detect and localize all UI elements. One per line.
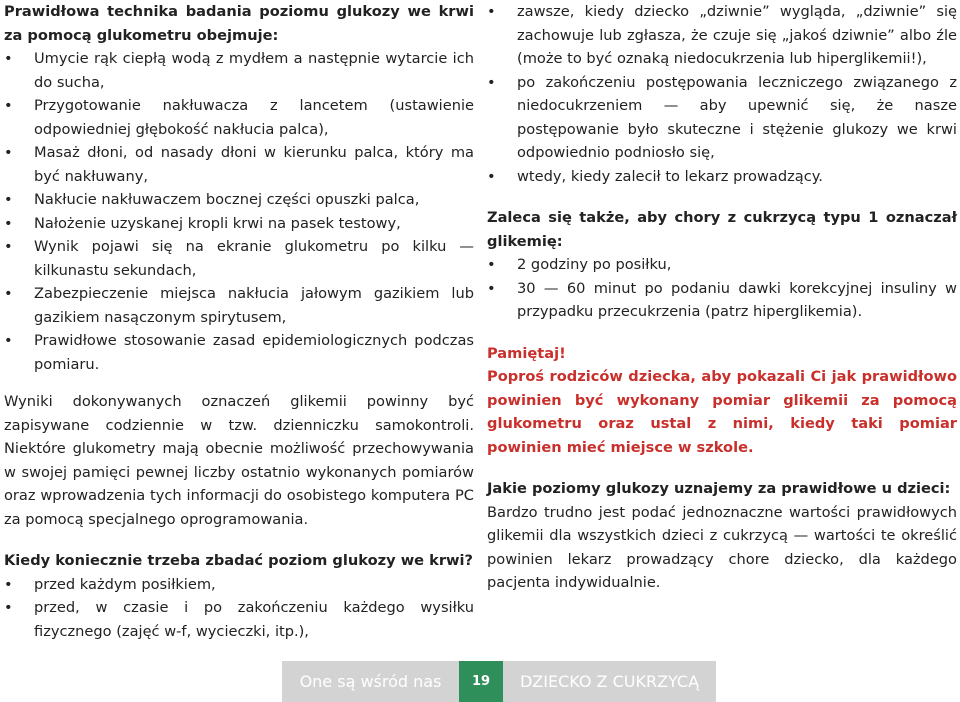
list-item: • Masaż dłoni, od nasady dłoni w kierunku palca, który ma być nakłuwany,	[4, 141, 474, 188]
list-item: • Przygotowanie nakłuwacza z lancetem (ustawienie odpowiedniej głębokość nakłucia palca),	[4, 94, 474, 141]
footer-chapter-label	[503, 661, 716, 702]
list-item: • po zakończeniu postępowania leczniczego związanego z niedocukrzeniem — aby upewnić się, że nasze postępowanie było skuteczne i stężenie glukozy we krwi odpowiednio podniosło się,	[487, 71, 957, 165]
list-item: • Zabezpieczenie miejsca nakłucia jałowym gazikiem lub gazikiem nasączonym spirytusem,	[4, 282, 474, 329]
levels-paragraph: Bardzo trudno jest podać jednoznaczne wartości prawidłowych glikemii dla wszystkich dzieci z cukrzycą — wartości te określić powinien lekarz prowadzący chore dziecko, dla każdego pacjenta indywidualnie.	[487, 503, 957, 591]
when-heading: Kiedy koniecznie trzeba zbadać poziom glukozy we krwi?	[4, 552, 474, 569]
right-column	[487, 0, 957, 595]
list-item: • przed każdym posiłkiem,	[4, 573, 474, 597]
list-item: • wtedy, kiedy zalecił to lekarz prowadzący.	[487, 165, 957, 189]
remember-title: Pamiętaj!	[487, 344, 566, 362]
recommend-list	[487, 253, 957, 324]
list-item: • 2 godziny po posiłku,	[487, 253, 957, 277]
list-item: • 30 — 60 minut po podaniu dawki korekcyjnej insuliny w przypadku przecukrzenia (patrz hiperglikemia).	[487, 277, 957, 324]
results-paragraph: Wyniki dokonywanych oznaczeń glikemii powinny być zapisywane codziennie w tzw. dzienniczku samokontroli. Niektóre glukometry mają obecnie możliwość przechowywania w swojej pamięci pewnej liczby ostatnio wykonanych pomiarów oraz wprowadzenia tych informacji do osobistego komputera PC za pomocą specjalnego oprogramowania.	[4, 393, 474, 528]
technique-heading: Prawidłowa technika badania poziomu glukozy we krwi za pomocą glukometru obejmuje:	[4, 3, 474, 44]
footer-section-label	[282, 661, 459, 702]
list-item: • Wynik pojawi się na ekranie glukometru po kilku — kilkunastu sekundach,	[4, 235, 474, 282]
list-item: • zawsze, kiedy dziecko „dziwnie” wygląda, „dziwnie” się zachowuje lub zgłasza, że czuje się „jakoś dziwnie” albo źle (może to być oznaką niedocukrzenia lub hiperglikemii!),	[487, 0, 957, 71]
remember-text: Poproś rodziców dziecka, aby pokazali Ci jak prawidłowo powinien być wykonany pomiar glikemii za pomocą glukometru oraz ustal z nimi, kiedy taki pomiar powinien mieć miejsce w szkole.	[487, 368, 957, 456]
page-number: 19	[471, 674, 491, 689]
list-item: • Prawidłowe stosowanie zasad epidemiologicznych podczas pomiaru.	[4, 329, 474, 376]
list-item: • przed, w czasie i po zakończeniu każdego wysiłku fizycznego (zajęć w-f, wycieczki, itp.),	[4, 596, 474, 643]
when-list	[4, 573, 474, 644]
footer-left-label: One są wśród nas	[299, 672, 442, 691]
list-item: • Umycie rąk ciepłą wodą z mydłem a następnie wytarcie ich do sucha,	[4, 47, 474, 94]
left-column	[4, 0, 474, 643]
levels-heading: Jakie poziomy glukozy uznajemy za prawidłowe u dzieci:	[487, 480, 951, 497]
list-item: • Nakłucie nakłuwaczem bocznej części opuszki palca,	[4, 188, 474, 212]
list-item: • Nałożenie uzyskanej kropli krwi na pasek testowy,	[4, 212, 474, 236]
footer-page-number-box	[459, 661, 503, 702]
when-list-continued	[487, 0, 957, 188]
technique-steps-list	[4, 47, 474, 376]
recommend-heading: Zaleca się także, aby chory z cukrzycą typu 1 oznaczał glikemię:	[487, 209, 957, 250]
footer-right-label: DZIECKO Z CUKRZYCĄ	[519, 672, 700, 691]
